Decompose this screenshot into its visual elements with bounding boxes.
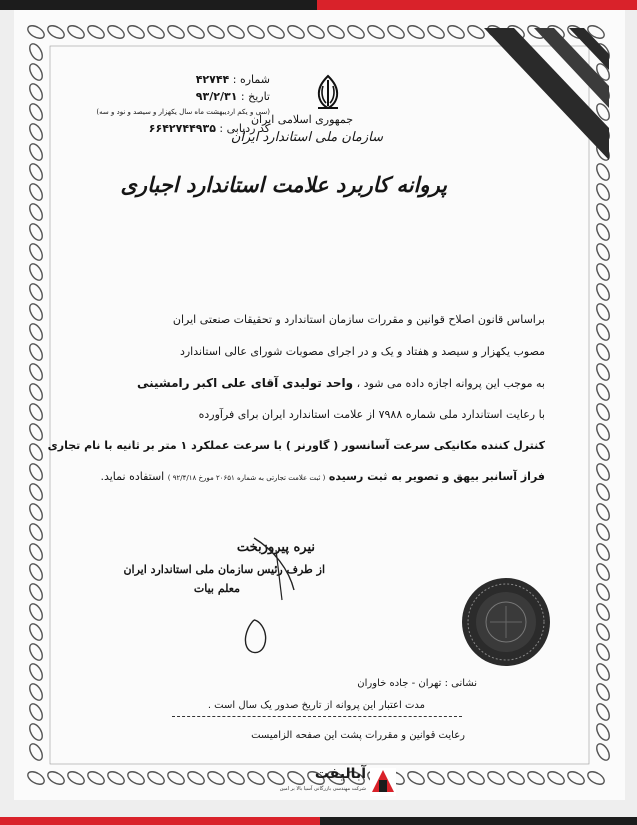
date-row <box>196 90 270 103</box>
body-line-6 <box>100 470 545 483</box>
body-line-3 <box>137 376 545 390</box>
number-value: ۴۲۷۴۴ <box>195 73 230 86</box>
organization-name: سازمان ملی استاندارد ایران <box>230 130 383 145</box>
bottom-accent-bar <box>0 817 637 825</box>
divider-line <box>172 716 462 717</box>
top-accent-bar <box>0 0 637 10</box>
official-seal-stamp <box>460 576 552 668</box>
body-line-3-prefix: به موجب این پروانه اجازه داده می شود ، <box>356 377 545 390</box>
brand-registration: فراز آسانبر بیهق و تصویر به ثبت رسیده <box>328 470 545 483</box>
certificate-document <box>14 10 625 800</box>
body-line-1: براساس قانون اصلاح قوانین و مقررات سازمان استاندارد و تحقیقات صنعتی ایران <box>172 313 545 326</box>
signatory-name: نیره پیروزبخت <box>236 540 315 555</box>
validity-line: مدت اعتبار این پروانه از تاریخ صدور یک سال است . <box>207 700 425 711</box>
iran-emblem-icon <box>306 72 350 112</box>
tracking-code-label: کد ردیابی : <box>219 122 270 135</box>
tracking-code-value: ۶۶۴۲۷۴۴۹۳۵ <box>148 122 216 135</box>
brand-name: آبالیفت <box>314 766 366 782</box>
brand-tagline: شرکت مهندسی بازرگانی آسیا بالا بر امین <box>279 786 366 792</box>
aba-lift-logo-icon <box>370 768 396 796</box>
page-title: پروانه کاربرد علامت استاندارد اجباری <box>120 172 447 197</box>
body-line-4: با رعایت استاندارد ملی شماره ۷۹۸۸ از علامت استاندارد ایران برای فرآورده <box>198 408 545 421</box>
date-label: تاریخ : <box>240 90 270 103</box>
signatory-role: از طرف رئیس سازمان ملی استاندارد ایران <box>123 563 325 576</box>
signatory-unit: معلم بیات <box>193 582 240 595</box>
number-row <box>196 73 270 86</box>
brand-logo <box>266 766 396 800</box>
handwritten-signature <box>214 530 334 660</box>
address-line: نشانی : تهران - جاده خاوران <box>357 678 477 689</box>
body-line-2: مصوب یکهزار و سیصد و هفتاد و یک و در اجرای مصوبات شورای عالی استاندارد <box>179 345 545 358</box>
body-line-6-end: استفاده نماید. <box>100 470 165 483</box>
decorative-border <box>14 10 625 800</box>
unit-holder-name: واحد تولیدی آقای علی اکبر رامشینی <box>136 376 354 390</box>
trademark-note: ( ثبت علامت تجارتی به شماره ۲۰۶۵۱ مورخ ۹۲/۴/۱۸ ) <box>167 474 326 482</box>
date-in-words: (سی و یکم اردیبهشت ماه سال یکهزار و سیصد و نود و سه) <box>96 108 270 116</box>
number-label: شماره : <box>232 73 270 86</box>
body-line-5: کنترل کننده مکانیکی سرعت آسانسور ( گاورنر ) با سرعت عملکرد ۱ متر بر ثانیه با نام تجاری <box>47 439 545 452</box>
footer-note: رعایت قوانین و مقررات پشت این صفحه الزامیست <box>251 730 465 741</box>
country-name: جمهوری اسلامی ایران <box>250 113 353 126</box>
date-value: ۹۳/۲/۳۱ <box>195 90 238 103</box>
